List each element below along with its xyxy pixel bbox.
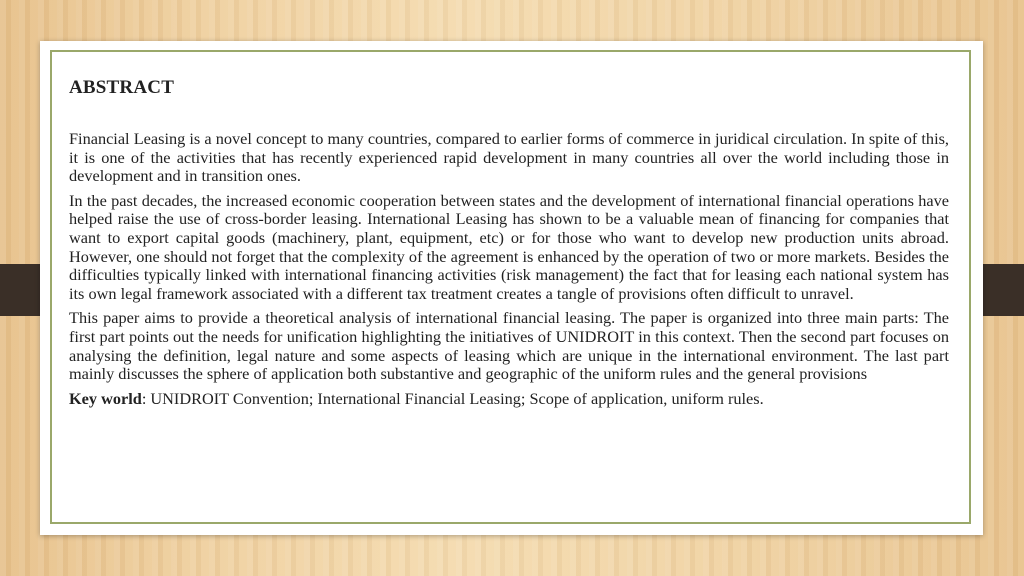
- keywords-label: Key world: [69, 388, 142, 408]
- abstract-paragraph-1: Financial Leasing is a novel concept to many countries, compared to earlier forms of commerce in juridical circulation. In spite of this, it is one of the activities that has recently experienced rapid development in many countries all over the world including those in development and in transition ones.: [69, 129, 949, 186]
- abstract-paragraph-2: In the past decades, the increased economic cooperation between states and the development of international financial operations have helped raise the use of cross-border leasing. International Leasing has shown to be a valuable mean of financing for companies that want to export capital goods (machinery, plant, equipment, etc) or for those who want to develop new production units abroad. However, one should not forget that the complexity of the agreement is enhanced by the operation of two or more markets. Besides the difficulties typically linked with international financing activities (risk management) the fact that for leasing each national system has its own legal framework associated with a different tax treatment creates a tangle of provisions often difficult to unravel.: [69, 190, 949, 303]
- keywords-text: : UNIDROIT Convention; International Financial Leasing; Scope of application, uniform rules.: [141, 388, 764, 408]
- slide-card: [40, 41, 983, 535]
- abstract-paragraph-3: This paper aims to provide a theoretical analysis of international financial leasing. The paper is organized into three main parts: The first part points out the needs for unification highlighting the initiatives of UNIDROIT in this context. Then the second part focuses on analysing the definition, legal nature and some aspects of leasing which are unique in the international environment. The last part mainly discusses the sphere of application both substantive and geographic of the uniform rules and the general provisions: [69, 308, 949, 384]
- keywords-line: [69, 390, 949, 409]
- abstract-content: [69, 77, 949, 408]
- abstract-heading: ABSTRACT: [69, 77, 175, 98]
